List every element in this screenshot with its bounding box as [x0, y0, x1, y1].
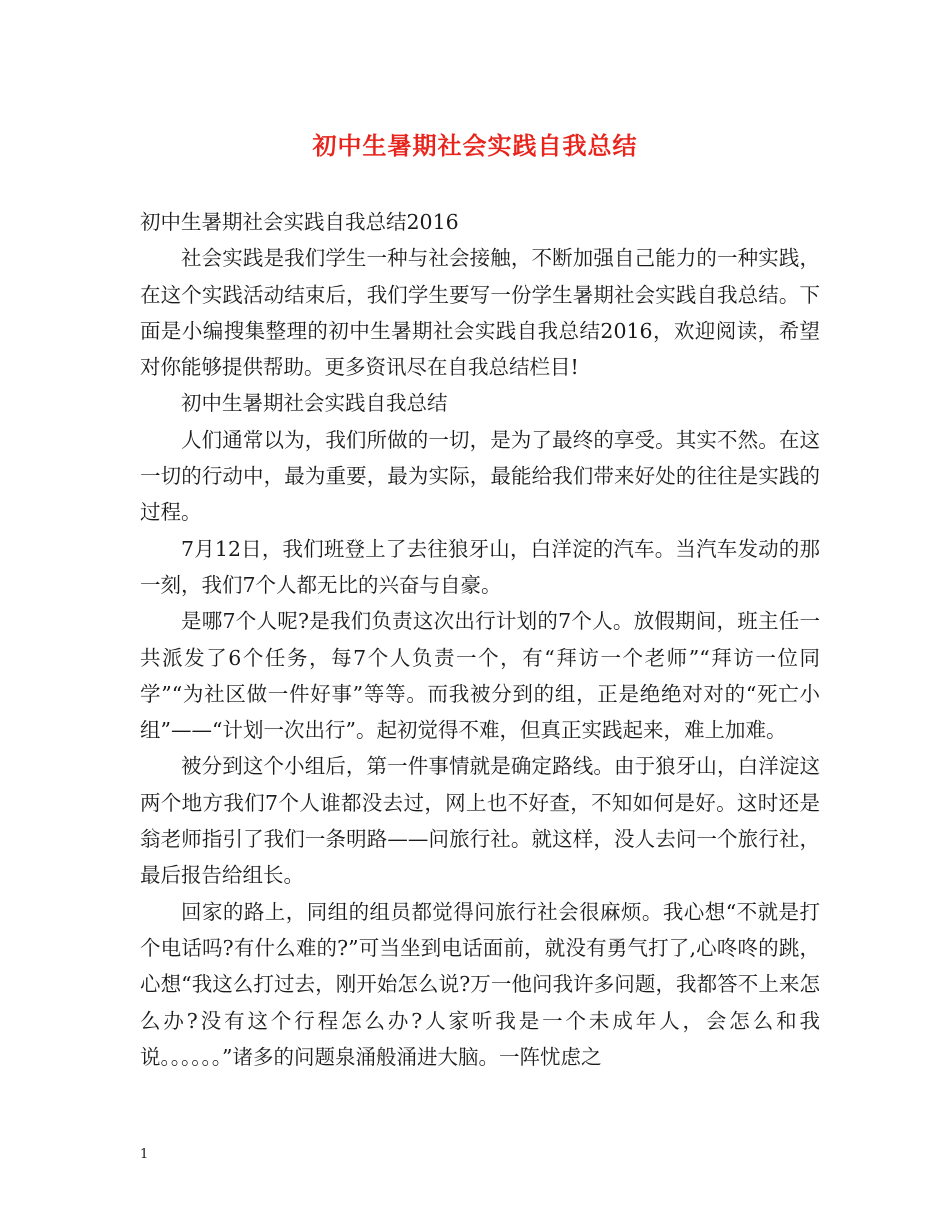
section-heading: 初中生暑期社会实践自我总结	[181, 391, 448, 416]
paragraph: 人们通常以为，我们所做的一切，是为了最终的享受。其实不然。在这一切的行动中，最为重要，最为实际，最能给我们带来好处的往往是实践的过程。	[140, 427, 820, 525]
paragraph: 回家的路上，同组的组员都觉得问旅行社会很麻烦。我心想“不就是打个电话吗?有什么难的?”可当坐到电话面前，就没有勇气打了,心咚咚的跳，心想“我这么打过去，刚开始怎么说?万一他问我许多问题，我都答不上来怎么办?没有这个行程怎么办?人家听我是一个未成年人，会怎么和我说。。。。。。”诸多的问题泉涌般涌进大脑。一阵忧虑之	[140, 899, 820, 1069]
paragraph: 7月12日，我们班登上了去往狼牙山，白洋淀的汽车。当汽车发动的那一刻，我们7个人都无比的兴奋与自豪。	[140, 536, 820, 597]
document-body	[140, 204, 820, 1075]
paragraph: 被分到这个小组后，第一件事情就是确定路线。由于狼牙山，白洋淀这两个地方我们7个人谁都没去过，网上也不好查，不知如何是好。这时还是翁老师指引了我们一条明路——问旅行社。就这样，没人去问一个旅行社，最后报告给组长。	[140, 754, 820, 888]
paragraph-intro: 社会实践是我们学生一种与社会接触，不断加强自己能力的一种实践，在这个实践活动结束后，我们学生要写一份学生暑期社会实践自我总结。下面是小编搜集整理的初中生暑期社会实践自我总结2016，欢迎阅读，希望对你能够提供帮助。更多资讯尽在自我总结栏目!	[140, 246, 820, 380]
paragraph: 是哪7个人呢?是我们负责这次出行计划的7个人。放假期间，班主任一共派发了6个任务，每7个人负责一个，有“拜访一个老师”“拜访一位同学”“为社区做一件好事”等等。而我被分到的组，正是绝绝对对的“死亡小组”——“计划一次出行”。起初觉得不难，但真正实践起来，难上加难。	[140, 609, 820, 743]
document-subtitle: 初中生暑期社会实践自我总结2016	[140, 210, 459, 234]
page-title: 初中生暑期社会实践自我总结	[312, 131, 638, 160]
page-number: 1	[140, 1147, 149, 1162]
